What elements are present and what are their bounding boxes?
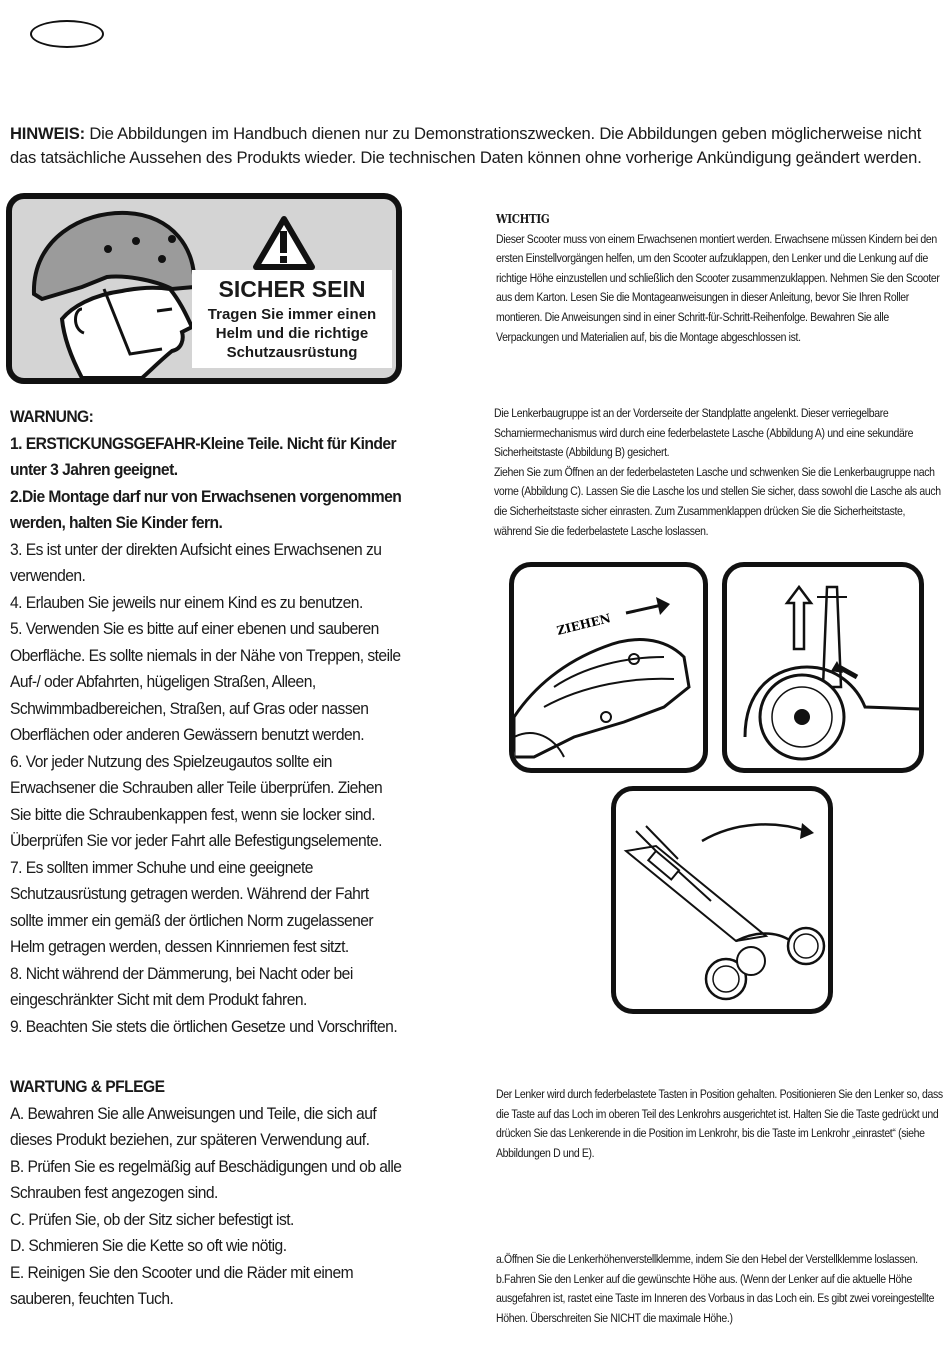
important-section <box>496 210 943 347</box>
figure-a <box>509 562 708 773</box>
important-heading: WICHTIG <box>496 212 550 226</box>
handlebar-position-text: Der Lenker wird durch federbelastete Tasten in Position gehalten. Positionieren Sie den Lenker so, dass die Taste auf das Loch im oberen Teil des Lenkrohrs ausgerichtet ist. Halten Sie die Taste gedrückt und drücken Sie das Lenkerende in die Position im Lenkrohr, bis die Taste im Lenkrohr „einrastet“ (siehe Abbildungen D und E). <box>496 1087 943 1160</box>
care-item-d: D. Schmieren Sie die Kette so oft wie nötig. <box>10 1236 287 1255</box>
banner-line-2: Helm und die richtige <box>215 325 369 342</box>
handlebar-position-section <box>496 1085 943 1163</box>
safety-button-illustration <box>727 567 919 768</box>
warning-item-3: 3. Es ist unter der direkten Aufsicht eines Erwachsenen zu verwenden. <box>10 539 382 585</box>
folding-scooter-illustration <box>616 791 828 1009</box>
banner-line-3: Schutzausrüstung <box>226 344 358 361</box>
banner-text <box>192 303 392 368</box>
warning-item-5: 5. Verwenden Sie es bitte auf einer ebenen und sauberen Oberfläche. Es sollte niemals in der Nähe von Treppen, steile Auf-/ oder Abfahrten, hügeligen Straßen, Alleen, Schwimmbadbereichen, Straßen, auf Gras oder nassen Oberflächen oder anderen Gewässern benutzt werden. <box>10 619 401 744</box>
warning-item-4: 4. Erlauben Sie jeweils nur einem Kind es zu benutzen. <box>10 592 363 612</box>
height-step-b: b.Fahren Sie den Lenker auf die gewünschte Höhe aus. (Wenn der Lenker auf die aktuelle Höhe ausgefahren ist, rastet eine Taste im Inneren des Vorbaus in das Loch ein. Es gibt zwei voreingestellte Höhen. Überschreiten Sie NICHT die maximale Höhe.) <box>496 1271 935 1325</box>
care-section <box>10 1074 406 1313</box>
warning-item-9: 9. Beachten Sie stets die örtlichen Gesetze und Vorschriften. <box>10 1016 398 1036</box>
warning-section <box>10 404 406 1040</box>
care-heading: WARTUNG & PFLEGE <box>10 1077 165 1096</box>
notice-paragraph <box>10 122 930 170</box>
important-text: Dieser Scooter muss von einem Erwachsenen montiert werden. Erwachsene müssen Kindern bei den ersten Einstellvorgängen helfen, um den Scooter aufzuklappen, den Lenker und die Lenkung auf die richtige Höhe einzustellen und schließlich den Scooter zusammenzuklappen. Nehmen Sie den Scooter aus dem Karton. Lesen Sie die Montageanweisungen in dieser Anleitung, bevor Sie Ihren Roller montieren. Die Anweisungen sind in einer Schritt-für-Schritt-Reihenfolge. Bewahren Sie alle Verpackungen und Materialien auf, bis die Montage abgeschlossen ist. <box>496 231 940 344</box>
banner-title: SICHER SEIN <box>192 270 392 303</box>
care-item-e: E. Reinigen Sie den Scooter und die Räder mit einem sauberen, feuchten Tuch. <box>10 1262 354 1308</box>
handlebar-assembly-text-2: Ziehen Sie zum Öffnen an der federbelasteten Lasche und schwenken Sie die Lenkerbaugruppe nach vorne (Abbildung C). Lassen Sie die Lasche los und stellen Sie sicher, dass sowohl die Lasche als auch die Sicherheitstaste sicher einrasten. Zum Zusammenklappen drücken Sie die Sicherheitstaste, während Sie die federbelastete Lasche loslassen. <box>494 464 941 538</box>
notice-text: Die Abbildungen im Handbuch dienen nur zu Demonstrationszwecken. Die Abbildungen geben möglicherweise nicht das tatsächliche Aussehen des Produkts wieder. Die technischen Daten können ohne vorherige Ankündigung geändert werden. <box>10 124 922 167</box>
figure-c <box>611 786 833 1014</box>
warning-item-8: 8. Nicht während der Dämmerung, bei Nacht oder bei eingeschränkter Sicht mit dem Produkt fahren. <box>10 963 353 1009</box>
notice-label: HINWEIS: <box>10 124 85 143</box>
language-badge <box>30 20 104 48</box>
care-item-b: B. Prüfen Sie es regelmäßig auf Beschädigungen und ob alle Schrauben fest angezogen sind. <box>10 1156 402 1202</box>
warning-item-1: 1. ERSTICKUNGSGEFAHR-Kleine Teile. Nicht für Kinder unter 3 Jahren geeignet. <box>10 433 397 479</box>
banner-line-1: Tragen Sie immer einen <box>207 306 377 323</box>
latch-illustration <box>514 567 703 768</box>
height-step-a: a.Öffnen Sie die Lenkerhöhenverstellklemme, indem Sie den Hebel der Verstellklemme loslassen. <box>496 1252 918 1266</box>
warning-item-2: 2.Die Montage darf nur von Erwachsenen vorgenommen werden, halten Sie Kinder fern. <box>10 486 402 532</box>
warning-heading: WARNUNG: <box>10 407 94 426</box>
height-adjustment-section <box>496 1250 943 1328</box>
handlebar-assembly-section <box>494 404 941 541</box>
care-item-c: C. Prüfen Sie, ob der Sitz sicher befestigt ist. <box>10 1209 294 1229</box>
warning-item-6: 6. Vor jeder Nutzung des Spielzeugautos sollte ein Erwachsener die Schrauben aller Teile überprüfen. Ziehen Sie bitte die Schraubenkappen fest, wenn sie locker sind. Überprüfen Sie vor jeder Fahrt alle Befestigungselemente. <box>10 751 383 850</box>
warning-item-7: 7. Es sollten immer Schuhe und eine geeignete Schutzausrüstung getragen werden. Während der Fahrt sollte immer ein gemäß der örtlichen Norm zugelassener Helm getragen werden, dessen Kinnriemen fest sitzt. <box>10 857 374 956</box>
care-item-a: A. Bewahren Sie alle Anweisungen und Teile, die sich auf dieses Produkt beziehen, zur späteren Verwendung auf. <box>10 1103 377 1149</box>
figure-b <box>722 562 924 773</box>
handlebar-assembly-text-1: Die Lenkerbaugruppe ist an der Vorderseite der Standplatte angelenkt. Dieser verriegelbare Scharniermechanismus wird durch eine federbelastete Lasche (Abbildung A) und eine sekundäre Sicherheitstaste (Abbildung B) gesichert. <box>494 406 914 460</box>
pull-label: ZIEHEN <box>555 611 613 638</box>
